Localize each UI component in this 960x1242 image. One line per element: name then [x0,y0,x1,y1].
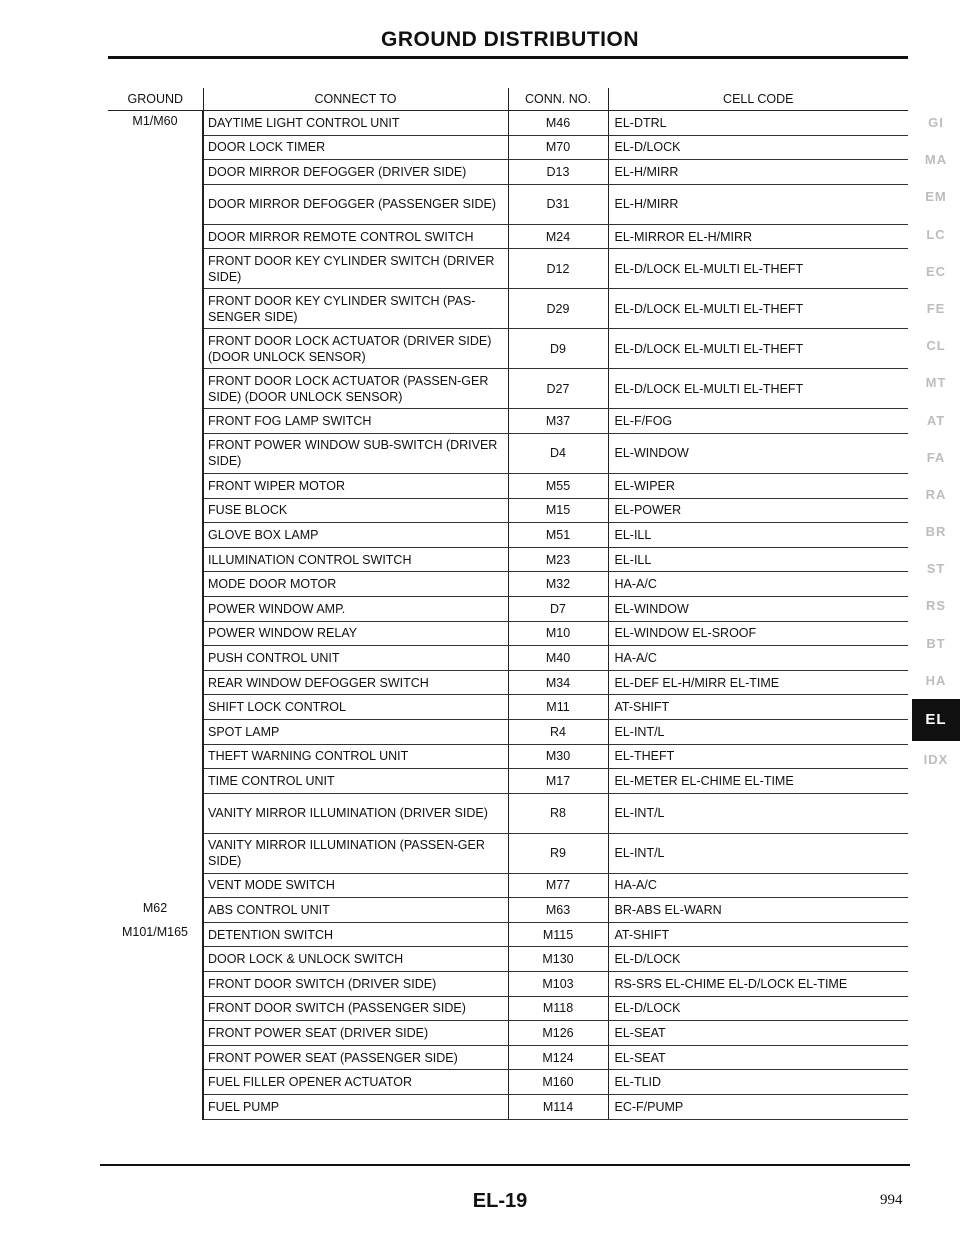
cell-code-cell: HA-A/C [608,572,908,597]
connect-to-cell: VANITY MIRROR ILLUMINATION (PASSEN-GER SIDE) [203,833,508,873]
ground-cell [108,621,203,646]
connect-to-cell: REAR WINDOW DEFOGGER SWITCH [203,670,508,695]
section-tab-st[interactable]: ST [926,561,946,577]
table-row [108,744,908,769]
ground-cell [108,498,203,523]
connect-to-cell: FRONT DOOR KEY CYLINDER SWITCH (DRIVER SIDE) [203,249,508,289]
cell-code-cell: EL-D/LOCK EL-MULTI EL-THEFT [608,289,908,329]
conn-no-cell: M114 [508,1095,608,1120]
connect-to-cell: FRONT POWER SEAT (DRIVER SIDE) [203,1021,508,1046]
ground-cell [108,184,203,224]
cell-code-cell: EL-D/LOCK EL-MULTI EL-THEFT [608,329,908,369]
cell-code-cell: BR-ABS EL-WARN [608,898,908,923]
table-row [108,329,908,369]
ground-cell: M1/M60 [132,114,178,128]
conn-no-cell: M46 [508,111,608,136]
ground-cell [108,409,203,434]
connect-to-cell: PUSH CONTROL UNIT [203,646,508,671]
connect-to-cell: THEFT WARNING CONTROL UNIT [203,744,508,769]
connect-to-cell: DOOR LOCK & UNLOCK SWITCH [203,947,508,972]
table-row [108,224,908,249]
conn-no-cell: M130 [508,947,608,972]
table-body [108,111,908,1120]
cell-code-cell: EL-ILL [608,547,908,572]
ground-cell [108,135,203,160]
cell-code-cell: HA-A/C [608,873,908,898]
table-row [108,769,908,794]
conn-no-cell: D27 [508,369,608,409]
connect-to-cell: FRONT POWER WINDOW SUB-SWITCH (DRIVER SIDE) [203,433,508,473]
cell-code-cell: EL-D/LOCK EL-MULTI EL-THEFT [608,369,908,409]
section-tab-fe[interactable]: FE [926,300,946,316]
conn-no-cell: M17 [508,769,608,794]
cell-code-cell: AT-SHIFT [608,922,908,947]
cell-code-cell: HA-A/C [608,646,908,671]
ground-cell [108,249,203,289]
conn-no-cell: M118 [508,996,608,1021]
table-row [108,409,908,434]
conn-no-cell: D9 [508,329,608,369]
ground-cell [108,224,203,249]
section-tab-bt[interactable]: BT [926,635,946,651]
connect-to-cell: FUEL FILLER OPENER ACTUATOR [203,1070,508,1095]
cell-code-cell: EL-WINDOW [608,596,908,621]
page-number: 994 [880,1192,903,1208]
table-row [108,184,908,224]
cell-code-cell: EL-SEAT [608,1021,908,1046]
section-tab-ec[interactable]: EC [925,263,947,279]
cell-code-cell: EL-INT/L [608,793,908,833]
connect-to-cell: GLOVE BOX LAMP [203,523,508,548]
ground-cell [108,1021,203,1046]
section-page-code: EL-19 [472,1190,528,1212]
conn-no-cell: M10 [508,621,608,646]
section-tab-cl[interactable]: CL [926,338,946,354]
ground-cell [108,947,203,972]
conn-no-cell: M51 [508,523,608,548]
connect-to-cell: DOOR LOCK TIMER [203,135,508,160]
cell-code-cell: EL-MIRROR EL-H/MIRR [608,224,908,249]
conn-no-cell: D13 [508,160,608,185]
cell-code-cell: EL-WIPER [608,473,908,498]
table-row [108,1021,908,1046]
title-underline [108,56,908,59]
connect-to-cell: DOOR MIRROR DEFOGGER (DRIVER SIDE) [203,160,508,185]
table-row [108,596,908,621]
ground-cell [108,769,203,794]
connect-to-cell: VANITY MIRROR ILLUMINATION (DRIVER SIDE) [203,793,508,833]
table-row [108,1095,908,1120]
table-row [108,793,908,833]
header-connect-to: CONNECT TO [203,88,508,111]
table-row [108,135,908,160]
connect-to-cell: SHIFT LOCK CONTROL [203,695,508,720]
cell-code-cell: EL-D/LOCK [608,947,908,972]
cell-code-cell: EL-F/FOG [608,409,908,434]
conn-no-cell: M77 [508,873,608,898]
section-tab-ra[interactable]: RA [925,486,947,502]
bottom-rule [100,1164,910,1166]
table-row [108,547,908,572]
cell-code-cell: EL-POWER [608,498,908,523]
conn-no-cell: D7 [508,596,608,621]
section-tab-ha[interactable]: HA [925,672,947,688]
cell-code-cell: EL-H/MIRR [608,184,908,224]
ground-cell [108,523,203,548]
cell-code-cell: RS-SRS EL-CHIME EL-D/LOCK EL-TIME [608,972,908,997]
table-row [108,972,908,997]
cell-code-cell: EL-H/MIRR [608,160,908,185]
section-tab-mt[interactable]: MT [925,375,947,391]
cell-code-cell: EL-D/LOCK EL-MULTI EL-THEFT [608,249,908,289]
conn-no-cell: M23 [508,547,608,572]
conn-no-cell: M37 [508,409,608,434]
conn-no-cell: M55 [508,473,608,498]
connect-to-cell: FRONT DOOR LOCK ACTUATOR (PASSEN-GER SIDE) (DOOR UNLOCK SENSOR) [203,369,508,409]
conn-no-cell: R8 [508,793,608,833]
cell-code-cell: EL-THEFT [608,744,908,769]
table-row [108,621,908,646]
connect-to-cell: FRONT WIPER MOTOR [203,473,508,498]
connect-to-cell: POWER WINDOW RELAY [203,621,508,646]
section-tab-el[interactable]: EL [912,699,960,741]
connect-to-cell: POWER WINDOW AMP. [203,596,508,621]
section-tab-em[interactable]: EM [925,189,947,205]
ground-cell [108,744,203,769]
conn-no-cell: M30 [508,744,608,769]
ground-cell [108,160,203,185]
connect-to-cell: FUSE BLOCK [203,498,508,523]
cell-code-cell: EL-D/LOCK [608,996,908,1021]
ground-cell [108,646,203,671]
table-row [108,160,908,185]
connect-to-cell: MODE DOOR MOTOR [203,572,508,597]
connect-to-cell: ILLUMINATION CONTROL SWITCH [203,547,508,572]
connect-to-cell: FRONT DOOR KEY CYLINDER SWITCH (PAS-SENGER SIDE) [203,289,508,329]
conn-no-cell: M103 [508,972,608,997]
ground-cell [108,473,203,498]
cell-code-cell: EC-F/PUMP [608,1095,908,1120]
conn-no-cell: D29 [508,289,608,329]
page-title: GROUND DISTRIBUTION [381,28,639,51]
conn-no-cell: R9 [508,833,608,873]
cell-code-cell: EL-D/LOCK [608,135,908,160]
cell-code-cell: EL-INT/L [608,833,908,873]
table-row [108,572,908,597]
cell-code-cell: EL-TLID [608,1070,908,1095]
table-row [108,369,908,409]
ground-cell [108,289,203,329]
table-row [108,111,908,136]
connect-to-cell: DOOR MIRROR DEFOGGER (PASSENGER SIDE) [203,184,508,224]
ground-cell [108,547,203,572]
conn-no-cell: M160 [508,1070,608,1095]
connect-to-cell: FRONT DOOR SWITCH (PASSENGER SIDE) [203,996,508,1021]
cell-code-cell: EL-ILL [608,523,908,548]
cell-code-cell: EL-WINDOW EL-SROOF [608,621,908,646]
table-row [108,833,908,873]
conn-no-cell: M124 [508,1045,608,1070]
section-tab-fa[interactable]: FA [926,449,946,465]
ground-distribution-table [108,88,908,1120]
conn-no-cell: M24 [508,224,608,249]
table-row [108,473,908,498]
cell-code-cell: EL-DEF EL-H/MIRR EL-TIME [608,670,908,695]
table-row [108,1045,908,1070]
table-row [108,523,908,548]
ground-cell [108,695,203,720]
table-row [108,996,908,1021]
section-index-sidebar [912,104,960,778]
ground-cell [108,972,203,997]
connect-to-cell: FRONT FOG LAMP SWITCH [203,409,508,434]
table-row [108,898,908,923]
section-tab-ma[interactable]: MA [924,152,948,168]
connect-to-cell: FRONT DOOR LOCK ACTUATOR (DRIVER SIDE) (DOOR UNLOCK SENSOR) [203,329,508,369]
conn-no-cell: M40 [508,646,608,671]
ground-cell [108,1045,203,1070]
connect-to-cell: FRONT POWER SEAT (PASSENGER SIDE) [203,1045,508,1070]
table-row [108,670,908,695]
ground-cell [108,670,203,695]
connect-to-cell: VENT MODE SWITCH [203,873,508,898]
section-tab-gi[interactable]: GI [928,115,944,130]
ground-cell: M62 [142,900,168,915]
section-tab-rs[interactable]: RS [925,598,947,614]
conn-no-cell: M11 [508,695,608,720]
conn-no-cell: M32 [508,572,608,597]
ground-cell [108,1095,203,1120]
cell-code-cell: EL-WINDOW [608,433,908,473]
table-row [108,249,908,289]
section-tab-br[interactable]: BR [925,524,947,540]
ground-cell [108,596,203,621]
ground-cell [108,793,203,833]
conn-no-cell: M15 [508,498,608,523]
conn-no-cell: M115 [508,922,608,947]
table-row [108,695,908,720]
section-tab-lc[interactable]: LC [926,226,946,242]
ground-cell [108,329,203,369]
ground-distribution-table-container [108,88,908,1120]
ground-cell [108,369,203,409]
conn-no-cell: D4 [508,433,608,473]
connect-to-cell: FUEL PUMP [203,1095,508,1120]
cell-code-cell: EL-DTRL [608,111,908,136]
table-header-row [108,88,908,111]
ground-cell [108,719,203,744]
connect-to-cell: DETENTION SWITCH [203,922,508,947]
conn-no-cell: D12 [508,249,608,289]
ground-cell [108,833,203,873]
cell-code-cell: EL-INT/L [608,719,908,744]
table-row [108,289,908,329]
conn-no-cell: M70 [508,135,608,160]
table-row [108,1070,908,1095]
conn-no-cell: R4 [508,719,608,744]
conn-no-cell: D31 [508,184,608,224]
header-conn-no: CONN. NO. [508,88,608,111]
table-row [108,947,908,972]
ground-cell [108,572,203,597]
table-row [108,498,908,523]
cell-code-cell: EL-METER EL-CHIME EL-TIME [608,769,908,794]
connect-to-cell: FRONT DOOR SWITCH (DRIVER SIDE) [203,972,508,997]
connect-to-cell: ABS CONTROL UNIT [203,898,508,923]
table-row [108,719,908,744]
conn-no-cell: M34 [508,670,608,695]
table-row [108,433,908,473]
table-row [108,646,908,671]
section-tab-at[interactable]: AT [926,412,946,428]
cell-code-cell: EL-SEAT [608,1045,908,1070]
connect-to-cell: DAYTIME LIGHT CONTROL UNIT [203,111,508,136]
header-ground: GROUND [108,88,203,111]
section-tab-idx[interactable]: IDX [923,752,949,767]
cell-code-cell: AT-SHIFT [608,695,908,720]
ground-cell: M101/M165 [121,925,188,940]
conn-no-cell: M126 [508,1021,608,1046]
conn-no-cell: M63 [508,898,608,923]
ground-cell [108,1070,203,1095]
ground-cell [108,873,203,898]
ground-cell [108,996,203,1021]
header-cell-code: CELL CODE [608,88,908,111]
connect-to-cell: TIME CONTROL UNIT [203,769,508,794]
connect-to-cell: DOOR MIRROR REMOTE CONTROL SWITCH [203,224,508,249]
connect-to-cell: SPOT LAMP [203,719,508,744]
table-row [108,873,908,898]
table-row [108,922,908,947]
ground-cell [108,433,203,473]
